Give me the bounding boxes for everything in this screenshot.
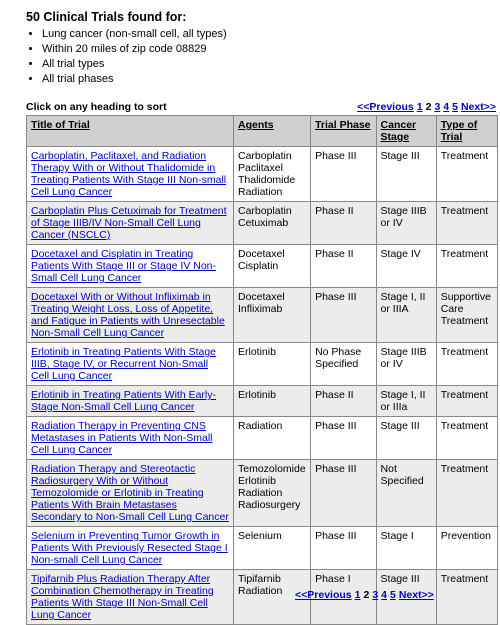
trial-title-cell (27, 417, 234, 460)
cancer-stage-cell: Stage I (376, 527, 436, 570)
trial-phase-cell: Phase III (311, 460, 376, 527)
table-row (27, 202, 498, 245)
trial-title-cell (27, 288, 234, 343)
search-criterion: • Lung cancer (non-small cell, all types) (42, 27, 490, 42)
cancer-stage-cell: Stage III (376, 417, 436, 460)
agent-name: Cisplatin (237, 260, 279, 272)
trial-phase-cell: Phase III (311, 417, 376, 460)
agents-cell (233, 417, 310, 460)
top-current-page: 2 (425, 101, 432, 113)
agent-name: Carboplatin (237, 205, 292, 217)
agent-name: Selenium (237, 530, 282, 542)
trial-type-cell: Treatment (436, 202, 497, 245)
trial-type-cell: Treatment (436, 245, 497, 288)
search-criterion: • Within 20 miles of zip code 08829 (42, 42, 490, 57)
trials-table (26, 115, 498, 625)
table-row (27, 343, 498, 386)
cancer-stage-cell: Stage I, II or IIIA (376, 288, 436, 343)
cancer-stage-cell: Not Specified (376, 460, 436, 527)
bottom-page-link-5[interactable]: 5 (390, 589, 396, 601)
trial-phase-cell: Phase III (311, 147, 376, 202)
table-row (27, 527, 498, 570)
trial-title-link[interactable]: Erlotinib in Treating Patients With Early-Stage Non-Small Cell Lung Cancer (31, 389, 216, 413)
trial-type-cell: Treatment (436, 417, 497, 460)
top-page-link-1[interactable]: 1 (416, 101, 423, 113)
agent-name: Infliximab (237, 303, 283, 315)
agent-name: Radiation (237, 585, 283, 597)
trial-title-link[interactable]: Radiation Therapy and Stereotactic Radiosurgery With or Without Temozolomide or Erlotinib in Treating Patients With Brain Metastases Secondary to Non-Small Cell Lung Cancer (31, 463, 229, 523)
table-body (27, 147, 498, 625)
trial-title-cell (27, 386, 234, 417)
top-previous-link[interactable]: <<Previous (357, 101, 414, 113)
bottom-page-link-3[interactable]: 3 (372, 589, 379, 601)
trial-phase-cell: Phase II (311, 202, 376, 245)
column-header-phase[interactable]: Trial Phase (311, 116, 376, 147)
trial-type-cell: Treatment (436, 147, 497, 202)
agents-cell (233, 147, 310, 202)
agent-name: Paclitaxel (237, 162, 283, 174)
results-count-heading: 50 Clinical Trials found for: (26, 10, 187, 24)
bottom-current-page: 2 (363, 589, 370, 601)
column-header-agents[interactable]: Agents (233, 116, 310, 147)
trial-title-link[interactable]: Erlotinib in Treating Patients With Stage IIIB, Stage IV, or Recurrent Non-Small Cell Lung Cancer (31, 346, 217, 382)
agents-cell (233, 460, 310, 527)
column-header-stage[interactable]: Cancer Stage (376, 116, 436, 147)
trial-title-link[interactable]: Tipifarnib Plus Radiation Therapy After Combination Chemotherapy in Treating Patients With Stage III Non-Small Cell Lung Cancer (31, 573, 214, 621)
table-row (27, 460, 498, 527)
agent-name: Temozolomide (237, 463, 306, 475)
agent-name: Thalidomide (237, 174, 296, 186)
table-row (27, 147, 498, 202)
search-criterion: • All trial phases (42, 72, 490, 87)
search-criterion: • All trial types (42, 57, 490, 72)
table-header-row (27, 116, 498, 147)
bottom-page-link-4[interactable]: 4 (381, 589, 387, 601)
agent-name: Erlotinib (237, 389, 276, 401)
trial-title-cell (27, 147, 234, 202)
search-criteria-list (26, 27, 490, 87)
trial-phase-cell: Phase III (311, 288, 376, 343)
table-row (27, 386, 498, 417)
trial-type-cell: Prevention (436, 527, 497, 570)
agents-cell (233, 202, 310, 245)
trial-phase-cell: Phase III (311, 527, 376, 570)
cancer-stage-cell: Stage III (376, 147, 436, 202)
trial-phase-cell: Phase II (311, 386, 376, 417)
agent-name: Radiation (237, 487, 283, 499)
agents-cell (233, 527, 310, 570)
top-page-link-4[interactable]: 4 (443, 101, 450, 113)
agents-cell (233, 288, 310, 343)
sort-bar (26, 101, 496, 113)
trial-title-link[interactable]: Docetaxel With or Without Infliximab in Treating Weight Loss, Loss of Appetite, and Fatigue in Patients with Unresectable Non-Small Cell Lung Cancer (31, 291, 225, 339)
trial-type-cell: Supportive Care Treatment (436, 288, 497, 343)
bottom-page-link-1[interactable]: 1 (354, 589, 361, 601)
bottom-next-link[interactable]: Next>> (398, 589, 434, 601)
trial-title-link[interactable]: Radiation Therapy in Preventing CNS Metastases in Patients With Non-Small Cell Lung Cancer (31, 420, 213, 456)
cancer-stage-cell: Stage IIIB or IV (376, 343, 436, 386)
agents-cell (233, 343, 310, 386)
cancer-stage-cell: Stage III (376, 570, 436, 625)
agent-name: Carboplatin (237, 150, 292, 162)
table-row (27, 417, 498, 460)
agent-name: Cetuximab (237, 217, 289, 229)
trial-title-cell (27, 343, 234, 386)
agent-name: Docetaxel (237, 291, 285, 303)
trial-title-cell (27, 245, 234, 288)
trial-title-cell (27, 570, 234, 625)
bottom-pagination (292, 589, 434, 601)
trial-phase-cell: No Phase Specified (311, 343, 376, 386)
cancer-stage-cell: Stage IV (376, 245, 436, 288)
trial-title-link[interactable]: Docetaxel and Cisplatin in Treating Patients With Stage III or Stage IV Non-Small Cell Lung Cancer (31, 248, 217, 284)
trial-type-cell: Treatment (436, 460, 497, 527)
sort-hint: Click on any heading to sort (26, 101, 167, 113)
top-page-link-5[interactable]: 5 (452, 101, 458, 113)
table-row (27, 288, 498, 343)
top-pagination (354, 101, 496, 113)
top-next-link[interactable]: Next>> (460, 101, 496, 113)
agents-cell (233, 245, 310, 288)
bottom-previous-link[interactable]: <<Previous (295, 589, 352, 601)
trial-title-cell (27, 460, 234, 527)
table-row (27, 245, 498, 288)
agents-cell (233, 386, 310, 417)
trial-title-cell (27, 527, 234, 570)
trial-type-cell: Treatment (436, 386, 497, 417)
agent-name: Tipifarnib (237, 573, 281, 585)
agent-name: Docetaxel (237, 248, 285, 260)
column-header-title[interactable]: Title of Trial (27, 116, 234, 147)
agent-name: Radiation (237, 186, 283, 198)
trial-title-link[interactable]: Carboplatin, Paclitaxel, and Radiation Therapy With or Without Thalidomide in Treating Patients With Stage III Non-small Cell Lung Cancer (31, 150, 227, 198)
trial-type-cell: Treatment (436, 570, 497, 625)
agent-name: Radiation (237, 420, 283, 432)
top-page-link-3[interactable]: 3 (434, 101, 441, 113)
agent-name: Radiosurgery (237, 499, 301, 511)
trial-title-cell (27, 202, 234, 245)
cancer-stage-cell: Stage IIIB or IV (376, 202, 436, 245)
trial-type-cell: Treatment (436, 343, 497, 386)
agent-name: Erlotinib (237, 346, 276, 358)
cancer-stage-cell: Stage I, II or IIIa (376, 386, 436, 417)
trial-title-link[interactable]: Selenium in Preventing Tumor Growth in Patients With Previously Resected Stage I Non-small Cell Lung Cancer (31, 530, 228, 566)
agent-name: Erlotinib (237, 475, 276, 487)
column-header-type[interactable]: Type of Trial (436, 116, 497, 147)
trial-phase-cell: Phase II (311, 245, 376, 288)
trial-title-link[interactable]: Carboplatin Plus Cetuximab for Treatment of Stage IIIB/IV Non-Small Cell Lung Cancer (NSCLC) (31, 205, 227, 241)
trial-phase-cell: Phase I (311, 570, 376, 625)
